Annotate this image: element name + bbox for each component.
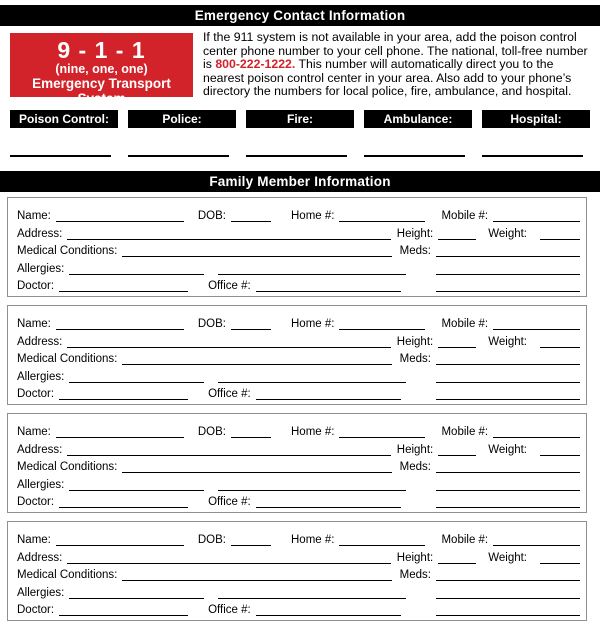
contact-label-box bbox=[128, 110, 236, 128]
address-field[interactable] bbox=[67, 228, 390, 240]
mobile-phone-field[interactable] bbox=[493, 210, 580, 222]
name-label: Name: bbox=[17, 534, 51, 547]
mobile-phone-field[interactable] bbox=[493, 534, 580, 546]
mobile-phone-label: Mobile #: bbox=[441, 534, 489, 547]
section-header-family-member bbox=[0, 171, 600, 192]
family-member-card bbox=[7, 521, 587, 621]
weight-label: Weight: bbox=[488, 551, 527, 564]
meds-continued-field-2[interactable] bbox=[436, 496, 580, 508]
allergies-label: Allergies: bbox=[17, 478, 65, 491]
medical-conditions-field[interactable] bbox=[122, 353, 391, 365]
meds-label: Meds: bbox=[399, 245, 431, 258]
office-phone-field[interactable] bbox=[256, 604, 401, 616]
family-member-card bbox=[7, 197, 587, 297]
name-field[interactable] bbox=[56, 534, 184, 546]
contact-number-field[interactable] bbox=[128, 155, 229, 157]
contact-column bbox=[364, 110, 472, 157]
name-field[interactable] bbox=[56, 426, 184, 438]
home-phone-field[interactable] bbox=[339, 426, 425, 438]
office-phone-label: Office #: bbox=[208, 387, 251, 400]
meds-label: Meds: bbox=[399, 353, 431, 366]
office-phone-field[interactable] bbox=[256, 388, 401, 400]
medical-conditions-field[interactable] bbox=[122, 245, 391, 257]
name-field[interactable] bbox=[56, 318, 184, 330]
home-phone-label: Home #: bbox=[291, 210, 335, 223]
meds-label: Meds: bbox=[399, 569, 431, 582]
meds-continued-field[interactable] bbox=[436, 479, 580, 491]
mobile-phone-field[interactable] bbox=[493, 318, 580, 330]
doctor-label: Doctor: bbox=[17, 279, 55, 292]
allergies-field[interactable] bbox=[69, 263, 204, 275]
member-row-doctor bbox=[17, 383, 580, 400]
weight-field[interactable] bbox=[540, 228, 580, 240]
family-members-list bbox=[7, 197, 587, 621]
allergies-continued-field[interactable] bbox=[218, 587, 406, 599]
doctor-label: Doctor: bbox=[17, 387, 55, 400]
address-label: Address: bbox=[17, 335, 63, 348]
weight-label: Weight: bbox=[488, 443, 527, 456]
member-row-name bbox=[17, 205, 580, 222]
emergency-911-box bbox=[10, 33, 193, 106]
contact-label-box bbox=[364, 110, 472, 128]
contact-column bbox=[10, 110, 118, 157]
name-label: Name: bbox=[17, 318, 51, 331]
height-field[interactable] bbox=[438, 552, 476, 564]
member-row-address bbox=[17, 546, 580, 563]
member-row-allergies bbox=[17, 473, 580, 490]
office-phone-field[interactable] bbox=[256, 496, 401, 508]
doctor-label: Doctor: bbox=[17, 603, 55, 616]
emergency-number-words: (nine, one, one) bbox=[55, 62, 148, 76]
name-field[interactable] bbox=[56, 210, 184, 222]
allergies-label: Allergies: bbox=[17, 262, 65, 275]
member-row-allergies bbox=[17, 257, 580, 274]
height-label: Height: bbox=[396, 443, 434, 456]
office-phone-label: Office #: bbox=[208, 279, 251, 292]
emergency-form-page bbox=[0, 5, 600, 621]
instructions-text-after: This number will automatically direct you to the nearest poison control center in your area. Also add to your phone’s directory the numbers for local police, fire, ambulance, and hospital. bbox=[203, 57, 572, 99]
allergies-label: Allergies: bbox=[17, 370, 65, 383]
poison-control-instructions bbox=[203, 31, 590, 99]
weight-field[interactable] bbox=[540, 336, 580, 348]
height-field[interactable] bbox=[438, 228, 476, 240]
height-label: Height: bbox=[396, 227, 434, 240]
meds-continued-field-2[interactable] bbox=[436, 388, 580, 400]
meds-continued-field[interactable] bbox=[436, 587, 580, 599]
meds-continued-field[interactable] bbox=[436, 263, 580, 275]
allergies-continued-field[interactable] bbox=[218, 479, 406, 491]
meds-field[interactable] bbox=[436, 353, 580, 365]
home-phone-field[interactable] bbox=[339, 210, 425, 222]
weight-field[interactable] bbox=[540, 552, 580, 564]
meds-continued-field[interactable] bbox=[436, 371, 580, 383]
section-header-emergency-contact bbox=[0, 5, 600, 26]
medical-conditions-label: Medical Conditions: bbox=[17, 569, 118, 582]
name-label: Name: bbox=[17, 210, 51, 223]
member-row-name bbox=[17, 529, 580, 546]
dob-field[interactable] bbox=[231, 534, 271, 546]
contact-number-field[interactable] bbox=[482, 155, 583, 157]
doctor-field[interactable] bbox=[59, 280, 188, 292]
mobile-phone-field[interactable] bbox=[493, 426, 580, 438]
member-row-address bbox=[17, 222, 580, 239]
contact-number-field[interactable] bbox=[246, 155, 347, 157]
dob-label: DOB: bbox=[197, 318, 226, 331]
medical-conditions-field[interactable] bbox=[122, 461, 391, 473]
family-member-card bbox=[7, 305, 587, 405]
weight-field[interactable] bbox=[540, 444, 580, 456]
address-label: Address: bbox=[17, 551, 63, 564]
address-label: Address: bbox=[17, 443, 63, 456]
contact-label: Ambulance: bbox=[383, 111, 453, 126]
dob-field[interactable] bbox=[231, 426, 271, 438]
dob-field[interactable] bbox=[231, 210, 271, 222]
meds-continued-field-2[interactable] bbox=[436, 280, 580, 292]
medical-conditions-label: Medical Conditions: bbox=[17, 245, 118, 258]
member-row-doctor bbox=[17, 275, 580, 292]
member-row-address bbox=[17, 330, 580, 347]
office-phone-label: Office #: bbox=[208, 603, 251, 616]
allergies-label: Allergies: bbox=[17, 586, 65, 599]
contact-label: Poison Control: bbox=[19, 111, 109, 126]
contact-column bbox=[482, 110, 590, 157]
allergies-continued-field[interactable] bbox=[218, 263, 406, 275]
dob-label: DOB: bbox=[197, 426, 226, 439]
home-phone-label: Home #: bbox=[291, 318, 335, 331]
member-row-doctor bbox=[17, 491, 580, 508]
office-phone-field[interactable] bbox=[256, 280, 401, 292]
weight-label: Weight: bbox=[488, 335, 527, 348]
member-row-medical bbox=[17, 564, 580, 581]
member-row-name bbox=[17, 313, 580, 330]
allergies-field[interactable] bbox=[69, 371, 204, 383]
emergency-transport-label: Emergency Transport System bbox=[32, 76, 171, 106]
member-row-name bbox=[17, 421, 580, 438]
mobile-phone-label: Mobile #: bbox=[441, 210, 489, 223]
name-label: Name: bbox=[17, 426, 51, 439]
emergency-contact-title: Emergency Contact Information bbox=[194, 8, 406, 23]
member-row-doctor bbox=[17, 599, 580, 616]
dob-label: DOB: bbox=[197, 210, 226, 223]
doctor-field[interactable] bbox=[59, 496, 188, 508]
home-phone-label: Home #: bbox=[291, 426, 335, 439]
contact-label: Police: bbox=[162, 111, 202, 126]
weight-label: Weight: bbox=[488, 227, 527, 240]
mobile-phone-label: Mobile #: bbox=[441, 426, 489, 439]
contact-column bbox=[246, 110, 354, 157]
medical-conditions-label: Medical Conditions: bbox=[17, 353, 118, 366]
meds-continued-field-2[interactable] bbox=[436, 604, 580, 616]
doctor-field[interactable] bbox=[59, 604, 188, 616]
height-field[interactable] bbox=[438, 444, 476, 456]
mobile-phone-label: Mobile #: bbox=[441, 318, 489, 331]
home-phone-field[interactable] bbox=[339, 318, 425, 330]
dob-label: DOB: bbox=[197, 534, 226, 547]
contact-label: Fire: bbox=[286, 111, 313, 126]
member-row-allergies bbox=[17, 581, 580, 598]
home-phone-label: Home #: bbox=[291, 534, 335, 547]
doctor-field[interactable] bbox=[59, 388, 188, 400]
family-member-title: Family Member Information bbox=[209, 173, 391, 189]
contact-label-box bbox=[10, 110, 118, 128]
contact-number-field[interactable] bbox=[10, 155, 111, 157]
meds-label: Meds: bbox=[399, 461, 431, 474]
medical-conditions-label: Medical Conditions: bbox=[17, 461, 118, 474]
medical-conditions-field[interactable] bbox=[122, 569, 391, 581]
allergies-continued-field[interactable] bbox=[218, 371, 406, 383]
emergency-contacts-row bbox=[10, 110, 590, 157]
office-phone-label: Office #: bbox=[208, 495, 251, 508]
height-label: Height: bbox=[396, 551, 434, 564]
meds-field[interactable] bbox=[436, 245, 580, 257]
member-row-medical bbox=[17, 240, 580, 257]
emergency-number: 9 - 1 - 1 bbox=[57, 37, 146, 63]
contact-label-box bbox=[482, 110, 590, 128]
contact-label-box bbox=[246, 110, 354, 128]
contact-number-field[interactable] bbox=[364, 155, 465, 157]
member-row-address bbox=[17, 438, 580, 455]
instructions-text-before: If the 911 system is not available in your area, add the poison control center phone number to your cell phone. The national, toll-free number is bbox=[203, 30, 588, 72]
member-row-allergies bbox=[17, 365, 580, 382]
height-label: Height: bbox=[396, 335, 434, 348]
member-row-medical bbox=[17, 456, 580, 473]
address-field[interactable] bbox=[67, 444, 390, 456]
intro-section bbox=[10, 30, 590, 106]
poison-control-phone-number: 800-222-1222. bbox=[215, 57, 296, 72]
home-phone-field[interactable] bbox=[339, 534, 425, 546]
meds-field[interactable] bbox=[436, 569, 580, 581]
family-member-card bbox=[7, 413, 587, 513]
address-field[interactable] bbox=[67, 336, 390, 348]
address-field[interactable] bbox=[67, 552, 390, 564]
contact-label: Hospital: bbox=[510, 111, 562, 126]
height-field[interactable] bbox=[438, 336, 476, 348]
doctor-label: Doctor: bbox=[17, 495, 55, 508]
allergies-field[interactable] bbox=[69, 587, 204, 599]
contact-column bbox=[128, 110, 236, 157]
dob-field[interactable] bbox=[231, 318, 271, 330]
address-label: Address: bbox=[17, 227, 63, 240]
member-row-medical bbox=[17, 348, 580, 365]
meds-field[interactable] bbox=[436, 461, 580, 473]
allergies-field[interactable] bbox=[69, 479, 204, 491]
